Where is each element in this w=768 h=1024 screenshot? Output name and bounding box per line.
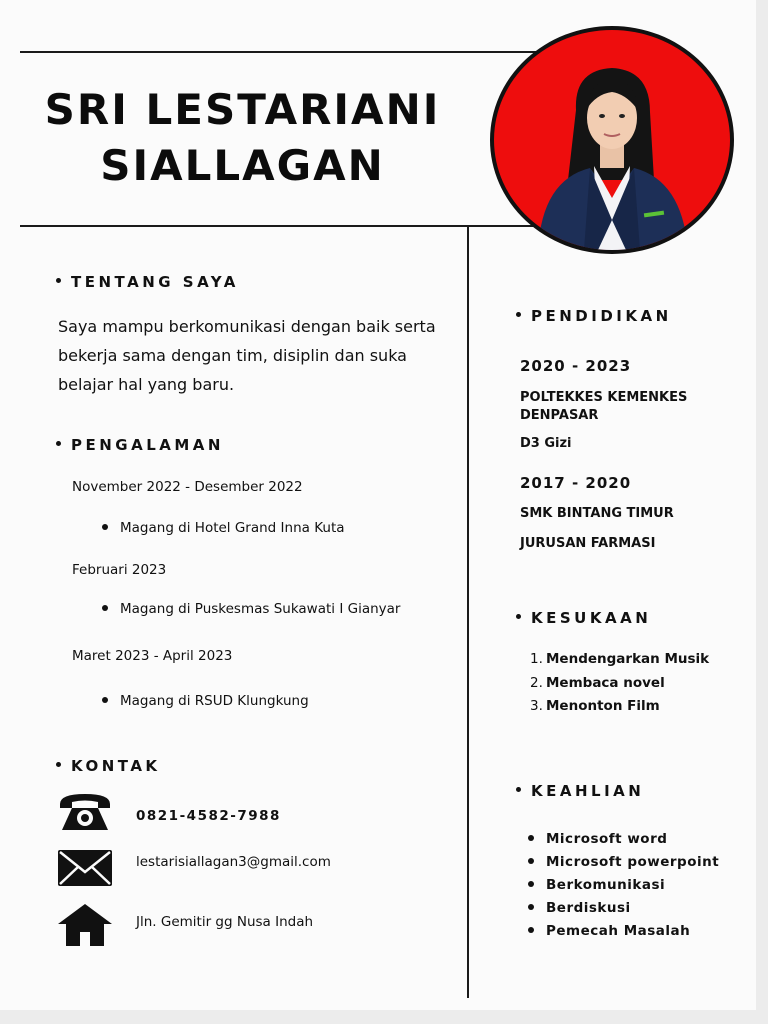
- education-years: 2017 - 2020: [520, 474, 632, 492]
- hobby-text: Membaca novel: [546, 675, 665, 691]
- heading-bullet: [516, 787, 521, 792]
- home-icon: [56, 902, 114, 946]
- experience-item: [102, 693, 309, 709]
- email-address[interactable]: lestarisiallagan3@gmail.com: [136, 854, 331, 870]
- name-line-1: SRI LESTARIANI: [44, 85, 441, 134]
- education-school: SMK BINTANG TIMUR: [520, 506, 674, 521]
- skill-item: [528, 854, 719, 870]
- column-divider: [467, 226, 469, 998]
- bullet: [102, 605, 108, 611]
- skill-item: [528, 900, 631, 916]
- experience-item-text: Magang di Hotel Grand Inna Kuta: [120, 520, 345, 536]
- education-school: POLTEKKES KEMENKES DENPASAR: [520, 390, 688, 423]
- education-years: 2020 - 2023: [520, 357, 632, 375]
- experience-item: [102, 520, 345, 536]
- skill-text: Berdiskusi: [546, 900, 631, 916]
- bullet: [528, 881, 534, 887]
- education-major: JURUSAN FARMASI: [520, 536, 656, 551]
- education-major: D3 Gizi: [520, 436, 572, 451]
- name-line-2: SIALLAGAN: [100, 141, 385, 190]
- skills-heading: [516, 782, 644, 800]
- experience-item-text: Magang di Puskesmas Sukawati I Gianyar: [120, 601, 401, 617]
- experience-item: [102, 601, 400, 617]
- skill-text: Berkomunikasi: [546, 877, 666, 893]
- hobby-item: [530, 675, 665, 691]
- about-text: Saya mampu berkomunikasi dengan baik serta bekerja sama dengan tim, disiplin dan suka belajar hal yang baru.: [58, 317, 436, 394]
- top-divider: [20, 51, 540, 53]
- heading-bullet: [56, 762, 61, 767]
- hobby-number: 2.: [530, 675, 543, 691]
- candidate-name: [20, 82, 465, 194]
- hobby-item: [530, 651, 709, 667]
- bullet: [102, 697, 108, 703]
- experience-item-text: Magang di RSUD Klungkung: [120, 693, 309, 709]
- phone-number[interactable]: 0821-4582-7988: [136, 808, 281, 824]
- hobby-number: 3.: [530, 698, 543, 714]
- contact-heading: [56, 757, 161, 775]
- bullet: [102, 524, 108, 530]
- experience-date: Maret 2023 - April 2023: [72, 648, 233, 664]
- heading-bullet: [516, 614, 521, 619]
- experience-heading: [56, 436, 224, 454]
- skills-heading-text: KEAHLIAN: [531, 782, 645, 800]
- experience-date: Februari 2023: [72, 562, 167, 578]
- phone-icon: [56, 790, 114, 834]
- hobbies-heading: [516, 609, 651, 627]
- education-heading-text: PENDIDIKAN: [531, 307, 672, 325]
- portrait-illustration: [494, 30, 730, 250]
- mail-icon: [56, 846, 114, 890]
- bullet: [528, 835, 534, 841]
- experience-heading-text: PENGALAMAN: [71, 436, 224, 454]
- hobby-text: Menonton Film: [546, 698, 660, 714]
- skill-text: Microsoft powerpoint: [546, 854, 720, 870]
- skill-text: Pemecah Masalah: [546, 923, 691, 939]
- bullet: [528, 927, 534, 933]
- bullet: [528, 904, 534, 910]
- skill-item: [528, 923, 690, 939]
- heading-bullet: [516, 312, 521, 317]
- about-heading-text: TENTANG SAYA: [71, 273, 239, 291]
- heading-bullet: [56, 278, 61, 283]
- skill-item: [528, 877, 665, 893]
- hobby-item: [530, 698, 660, 714]
- hobby-number: 1.: [530, 651, 543, 667]
- home-address: Jln. Gemitir gg Nusa Indah: [136, 914, 314, 930]
- profile-photo: [490, 26, 734, 254]
- education-heading: [516, 307, 672, 325]
- contact-heading-text: KONTAK: [71, 757, 161, 775]
- hobbies-heading-text: KESUKAAN: [531, 609, 652, 627]
- experience-date: November 2022 - Desember 2022: [72, 479, 303, 495]
- bullet: [528, 858, 534, 864]
- header-divider: [20, 225, 540, 227]
- skill-text: Microsoft word: [546, 831, 668, 847]
- heading-bullet: [56, 441, 61, 446]
- skill-item: [528, 831, 667, 847]
- about-heading: [56, 273, 239, 291]
- hobby-text: Mendengarkan Musik: [546, 651, 710, 667]
